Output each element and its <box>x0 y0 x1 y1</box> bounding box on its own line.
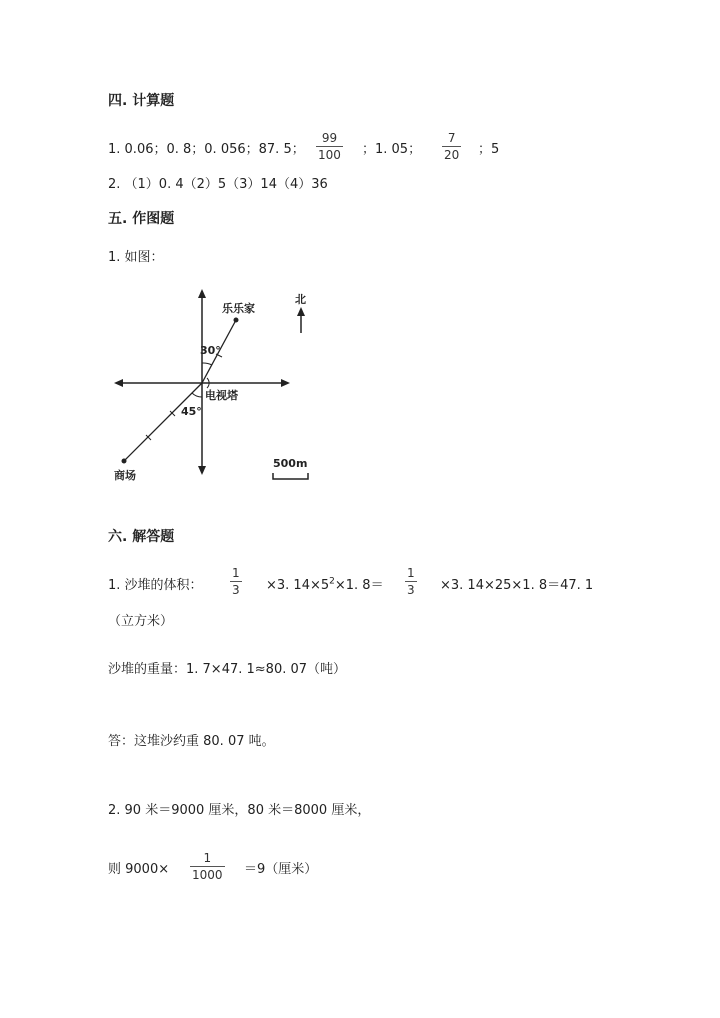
q6-2-prefix: 则 9000× <box>108 862 170 877</box>
north-label: 北 <box>295 293 306 306</box>
line-to-mall <box>124 383 202 461</box>
north-arrow <box>198 289 206 298</box>
q6-2-line1: 2. 90 米＝9000 厘米，80 米＝8000 厘米， <box>108 803 371 818</box>
q6-2-suffix: ＝9（厘米） <box>244 862 318 877</box>
angle-45-label: 45° <box>181 405 202 418</box>
fraction-denominator: 3 <box>407 583 415 597</box>
mall-point <box>122 459 127 464</box>
fraction-numerator: 1 <box>407 566 415 580</box>
fraction-denominator: 100 <box>318 148 341 162</box>
map-diagram <box>110 285 325 490</box>
section-4-heading: 四. 计算题 <box>108 93 175 109</box>
fraction-denominator: 20 <box>444 148 460 162</box>
fraction-numerator: 1 <box>232 566 240 580</box>
scale-label: 500m <box>273 457 308 470</box>
q4-2: 2. （1）0. 4（2）5（3）14（4）36 <box>108 177 328 192</box>
q4-1-fraction-99-100 <box>316 131 343 162</box>
scale-bar <box>273 473 308 479</box>
q6-1-unit: （立方米） <box>108 614 174 629</box>
east-arrow <box>281 379 290 387</box>
q4-1-suffix: ；5 <box>478 142 500 157</box>
q4-1-mid: ；1. 05； <box>362 142 422 157</box>
south-arrow <box>198 466 206 475</box>
angle-30-label: 30° <box>200 344 221 357</box>
section-5-heading: 五. 作图题 <box>108 211 175 227</box>
q6-1-part2: ×3. 14×25×1. 8＝47. 1 <box>440 578 594 593</box>
q6-1-answer: 答：这堆沙约重 80. 07 吨。 <box>108 734 275 749</box>
west-arrow <box>114 379 123 387</box>
section-6-heading: 六. 解答题 <box>108 529 175 545</box>
angle-arc-45 <box>192 393 202 397</box>
q5-1: 1. 如图： <box>108 250 164 265</box>
home-label: 乐乐家 <box>222 302 255 315</box>
fraction-denominator: 3 <box>232 583 240 597</box>
tower-label: 电视塔 <box>205 389 238 402</box>
q4-1-fraction-7-20 <box>442 131 461 162</box>
mall-label: 商场 <box>114 469 136 482</box>
fraction-numerator: 99 <box>321 131 338 145</box>
fraction-numerator: 1 <box>203 851 212 865</box>
q6-1-weight: 沙堆的重量：1. 7×47. 1≈80. 07（吨） <box>108 662 347 677</box>
q6-2-fraction <box>190 851 225 882</box>
q6-1-fraction-1 <box>230 566 242 597</box>
q4-1-prefix: 1. 0.06；0. 8；0. 056；87. 5； <box>108 142 305 157</box>
home-point <box>234 318 239 323</box>
angle-arc-30 <box>202 363 212 365</box>
fraction-numerator: 7 <box>447 131 456 145</box>
fraction-denominator: 1000 <box>192 868 223 882</box>
q6-1-prefix: 1. 沙堆的体积： <box>108 578 203 593</box>
north-indicator-arrow <box>297 307 305 316</box>
q6-1-fraction-2 <box>405 566 417 597</box>
q6-1-part1: ×3. $14\times 5^2\times 1$. 8＝ <box>266 576 384 593</box>
